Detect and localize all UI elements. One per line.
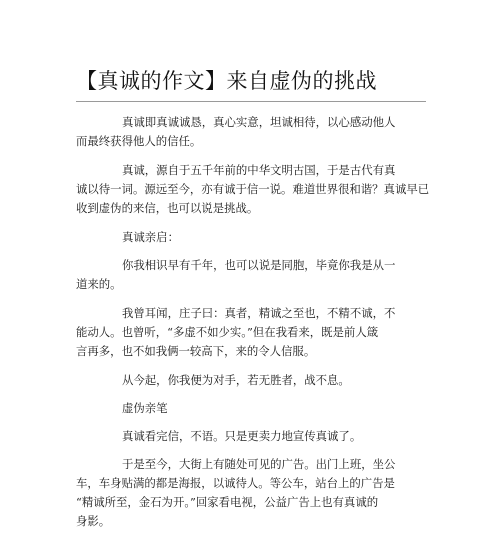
paragraph-5 [76, 304, 426, 361]
paragraph-9 [76, 455, 426, 531]
paragraph-8 [76, 427, 426, 446]
paragraph-line: 诚以待一词。源远至今，亦有诚于信一说。难道世界很和谐？真诚早已 [76, 182, 430, 196]
article-title: 【真诚的作文】来自虚伪的挑战 [76, 69, 377, 93]
paragraph-line: 身影。 [76, 514, 111, 528]
paragraph-4 [76, 256, 426, 294]
paragraph-line: 能动人。也曾听，“多虚不如少实。”但在我看来，既是前人箴 [76, 325, 379, 339]
paragraph-line: 你我相识早有千年，也可以说是同胞，毕竟你我是从一 [122, 258, 396, 272]
paragraph-2 [76, 161, 430, 218]
paragraph-line: 我曾耳闻，庄子曰：真者，精诚之至也，不精不诚，不 [122, 306, 396, 320]
paragraph-1 [76, 113, 426, 151]
paragraph-line: 虚伪亲笔 [122, 401, 168, 415]
paragraph-7 [76, 399, 426, 418]
paragraph-line: 从今起，你我便为对手，若无胜者，战不息。 [122, 373, 350, 387]
paragraph-line: 真诚，源自于五千年前的中华文明古国，于是古代有真 [122, 163, 396, 177]
paragraph-line: 车，车身贴满的都是海报，以诚待人。等公车，站台上的广告是 [76, 476, 395, 490]
paragraph-line: 收到虚伪的来信，也可以说是挑战。 [76, 201, 259, 215]
paragraph-line: 道来的。 [76, 277, 122, 291]
paragraph-line: “精诚所至，金石为开。”回家看电视，公益广告上也有真诚的 [76, 495, 379, 509]
paragraph-3 [76, 228, 426, 247]
paragraph-line: 真诚即真诚诚恳，真心实意，坦诚相待，以心感动他人 [122, 115, 396, 129]
paragraph-line: 真诚看完信，不语。只是更卖力地宣传真诚了。 [122, 429, 362, 443]
paragraph-line: 真诚亲启： [122, 230, 179, 244]
paragraph-6 [76, 371, 426, 390]
paragraph-line: 言再多，也不如我俩一较高下，来的令人信服。 [76, 344, 316, 358]
paragraph-line: 于是至今，大街上有随处可见的广告。出门上班，坐公 [122, 457, 396, 471]
article-body [76, 113, 430, 541]
title-divider [76, 101, 426, 102]
paragraph-line: 而最终获得他人的信任。 [76, 134, 202, 148]
